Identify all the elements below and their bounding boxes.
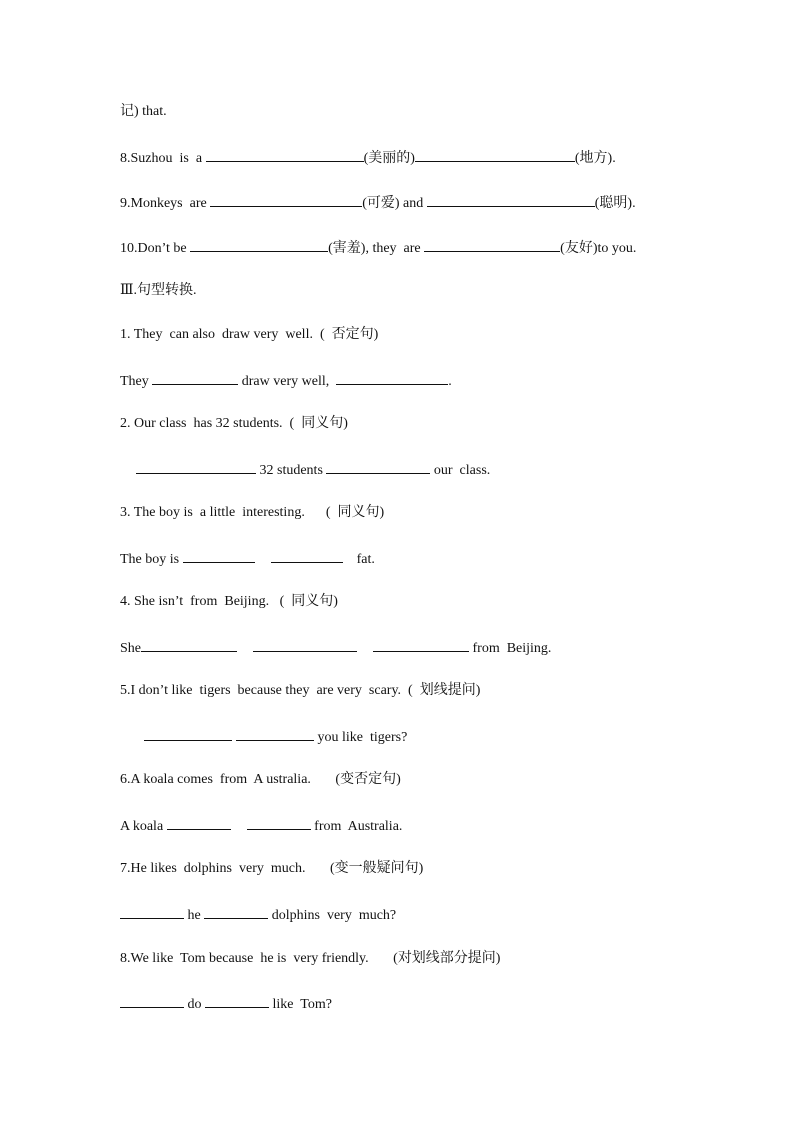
blank [183, 549, 255, 563]
text: dolphins very much? [268, 908, 397, 923]
answer-8 [120, 994, 332, 1014]
blank [190, 238, 328, 252]
text: She [120, 641, 141, 656]
blank [120, 905, 184, 919]
text: 1. They can also draw very well. ( 否定句) [120, 327, 379, 342]
answer-6 [120, 816, 402, 836]
answer-1 [120, 371, 452, 391]
text: like Tom? [269, 997, 332, 1012]
text: 9.Monkeys are [120, 196, 211, 211]
blank [167, 816, 231, 830]
text: 4. She isn’t from Beijing. ( 同义句) [120, 594, 338, 609]
text: (友好)to you. [560, 241, 637, 256]
section-title: Ⅲ.句型转换. [120, 283, 197, 298]
blank [152, 371, 238, 385]
text: The boy is [120, 552, 183, 567]
blank [204, 905, 268, 919]
text: our class. [430, 463, 491, 478]
answer-5 [144, 727, 407, 747]
text: They [120, 374, 153, 389]
question-7 [120, 860, 423, 878]
answer-7 [120, 905, 396, 925]
blank [336, 371, 448, 385]
text: 3. The boy is a little interesting. ( 同义句) [120, 505, 385, 520]
text: (美丽的) [363, 151, 415, 166]
text: . [448, 374, 452, 389]
blank [120, 994, 184, 1008]
text: draw very well, [238, 374, 337, 389]
blank [210, 193, 362, 207]
text: (聪明). [594, 196, 636, 211]
blank [136, 460, 256, 474]
blank [424, 238, 560, 252]
answer-2 [136, 460, 490, 480]
blank [373, 638, 469, 652]
text: from Beijing. [469, 641, 552, 656]
fill-item-10 [120, 238, 636, 258]
text: 2. Our class has 32 students. ( 同义句) [120, 416, 348, 431]
blank [144, 727, 232, 741]
text: A koala [120, 819, 167, 834]
blank [141, 638, 237, 652]
text: 8.We like Tom because he is very friendly. (对划线部分提问) [120, 951, 501, 966]
text: 6.A koala comes from A ustralia. (变否定句) [120, 772, 401, 787]
question-3 [120, 504, 384, 522]
text: fat. [342, 552, 375, 567]
text: 记) that. [120, 104, 167, 119]
line-continuation [120, 103, 167, 121]
question-2 [120, 415, 348, 433]
blank [247, 816, 311, 830]
question-4 [120, 593, 338, 611]
fill-item-8 [120, 148, 616, 168]
blank [427, 193, 595, 207]
fill-item-9 [120, 193, 636, 213]
question-1 [120, 326, 378, 344]
text: (害羞), they are [328, 241, 425, 256]
blank [271, 549, 343, 563]
blank [415, 148, 575, 162]
blank [326, 460, 430, 474]
text: from Australia. [310, 819, 403, 834]
text: 32 students [256, 463, 327, 478]
text: do [184, 997, 205, 1012]
text: he [184, 908, 205, 923]
blank [206, 148, 364, 162]
question-8 [120, 950, 500, 968]
text: 5.I don’t like tigers because they are very scary. ( 划线提问) [120, 683, 481, 698]
text: 10.Don’t be [120, 241, 191, 256]
answer-3 [120, 549, 375, 569]
text: (地方). [574, 151, 616, 166]
text: you like tigers? [314, 730, 408, 745]
blank [253, 638, 357, 652]
blank [205, 994, 269, 1008]
text: 8.Suzhou is a [120, 151, 206, 166]
text: 7.He likes dolphins very much. (变一般疑问句) [120, 861, 424, 876]
section-heading [120, 282, 197, 300]
question-5 [120, 682, 480, 700]
answer-4 [120, 638, 551, 658]
question-6 [120, 771, 401, 789]
text: (可爱) and [362, 196, 427, 211]
blank [236, 727, 314, 741]
